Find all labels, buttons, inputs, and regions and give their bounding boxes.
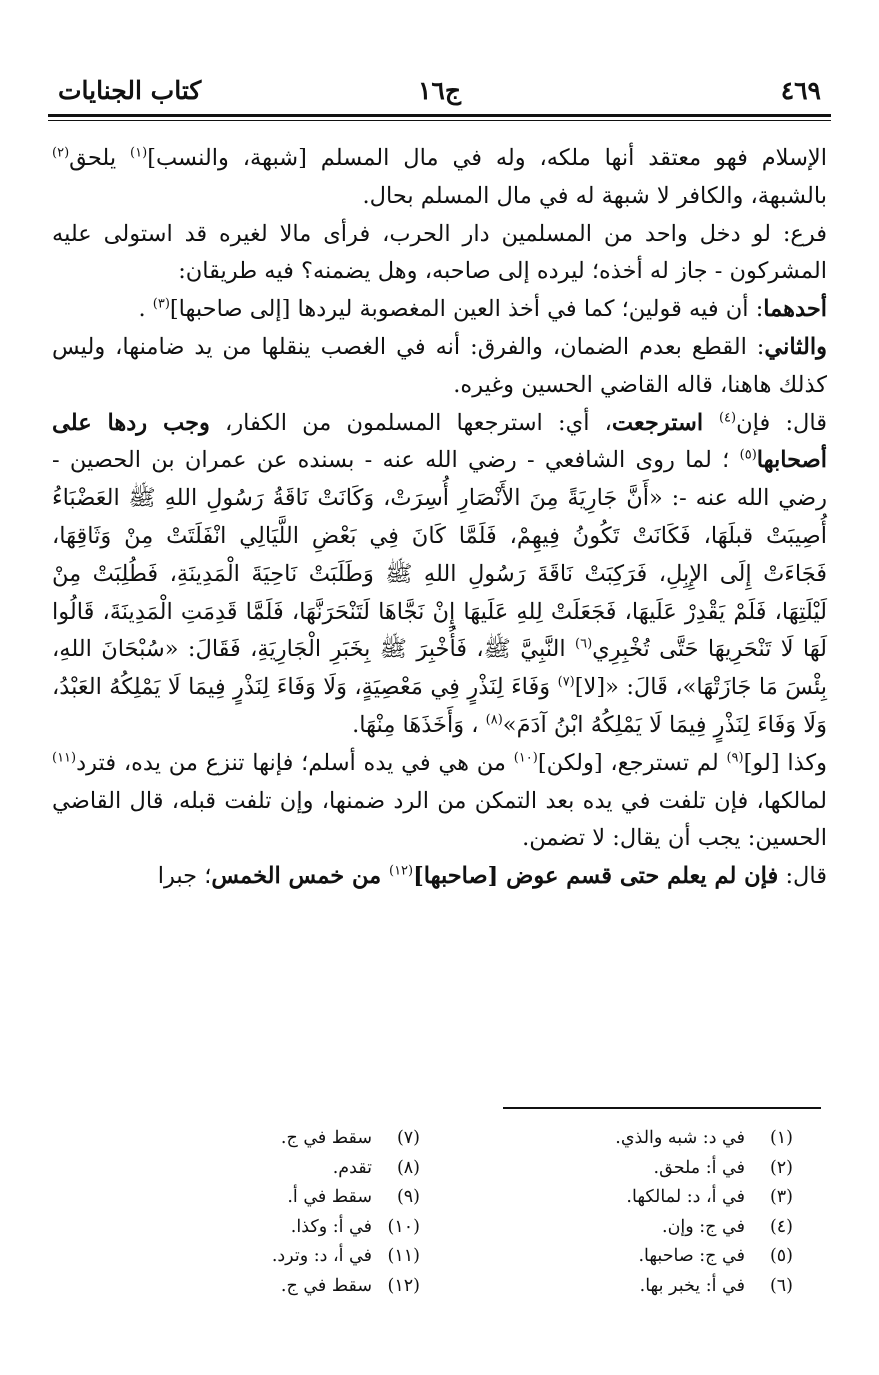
footnote-number: (٥) xyxy=(769,1246,793,1266)
footnote-ref: (٢) xyxy=(52,145,70,161)
footnote-ref: (٤) xyxy=(718,410,737,426)
footnote-item xyxy=(90,1242,420,1272)
footnote-number: (١٢) xyxy=(387,1275,420,1296)
footnote-ref: (٩) xyxy=(726,750,744,766)
text-run: : القطع بعدم الضمان، والفرق: أنه في الغصب ينقلها من يد ضامنها، وليس كذلك هاهنا، قاله القاضي الحسين وغيره. xyxy=(52,333,827,398)
footnote-item xyxy=(90,1183,420,1213)
footnote-number: (٤) xyxy=(769,1216,793,1237)
footnote-ref: (٥) xyxy=(739,447,757,463)
header-rule-thin xyxy=(48,120,831,121)
text-run: بالشبهة، والكافر لا شبهة له في مال المسلم بحال. xyxy=(362,182,827,209)
footnote-ref: (٣) xyxy=(152,296,170,312)
footnote-item xyxy=(90,1154,420,1184)
text-run: وَفَاءَ لِنَذْرٍ فِي مَعْصِيَةٍ، وَلَا وَفَاءَ لِنَذْرٍ فِيمَا لَا يَمْلِكُهُ العَبْدُ، وَلَا وَفَاءَ لِنَذْرٍ فِيمَا لَا يَمْلِكُهُ ابْنُ آدَمَ» xyxy=(52,674,827,738)
footnote-item xyxy=(463,1183,793,1213)
footnote-text: سقط في أ. xyxy=(287,1187,372,1207)
footnote-ref: (٨) xyxy=(485,712,503,728)
text-run: وكذا [لو] xyxy=(743,749,827,776)
footnote-item xyxy=(463,1124,793,1154)
footnote-ref: (٧) xyxy=(557,674,575,690)
footnote-text: في أ: وكذا. xyxy=(290,1216,372,1237)
footnote-text: في أ: يخبر بها. xyxy=(639,1275,745,1296)
footnote-number: (١) xyxy=(769,1128,793,1148)
footnote-number: (٣) xyxy=(769,1187,793,1207)
footnote-item xyxy=(463,1213,793,1243)
text-run: يلحق xyxy=(69,145,131,171)
text-run: ، أي: استرجعها المسلمون من الكفار، xyxy=(209,409,612,436)
text-run: لمالكها، فإن تلفت في يده بعد التمكن من الرد ضمنها، وإن تلفت قبله، قال القاضي الحسين: يجب أن يقال: لا تضمن. xyxy=(52,787,827,852)
footnote-text: في ج: صاحبها. xyxy=(638,1246,745,1266)
footnote-item xyxy=(90,1124,420,1154)
header-rule-thick xyxy=(48,114,831,117)
footnote-item xyxy=(463,1272,793,1302)
footnote-item xyxy=(463,1242,793,1272)
footnote-text: تقدم. xyxy=(332,1157,372,1178)
footnote-text: في ج: وإن. xyxy=(662,1216,745,1237)
text-run: . xyxy=(138,296,153,323)
footnote-text: في أ، د: لمالكها. xyxy=(626,1187,745,1207)
bold-text: استرجعت xyxy=(611,409,719,436)
bold-text: أحدهما xyxy=(763,296,827,323)
footnote-number: (١٠) xyxy=(387,1216,420,1237)
text-run: قال: xyxy=(778,863,827,890)
footnote-column-right xyxy=(463,1124,793,1301)
footnote-ref: (١) xyxy=(130,145,148,161)
footnote-item xyxy=(463,1154,793,1184)
text-run: من هي في يده أسلم؛ فإنها تنزع من يده، فترد xyxy=(76,749,514,776)
footnote-ref: (١٠) xyxy=(513,750,538,766)
footnote-item xyxy=(90,1213,420,1243)
volume-label: ج١٦ xyxy=(418,76,461,105)
footnote-text: سقط في ج. xyxy=(280,1275,372,1296)
text-run: لم تسترجع، [ولكن] xyxy=(537,749,727,776)
paragraph xyxy=(52,858,827,896)
main-text xyxy=(52,140,827,896)
paragraph xyxy=(52,405,827,745)
footnote-column-left xyxy=(90,1124,420,1301)
bold-text: من خمس الخمس xyxy=(211,863,389,890)
footnotes xyxy=(90,1124,793,1301)
text-run: النَّبِيَّ ﷺ، فَأُخْبِرَ ﷺ بِخَبَرِ الْجَارِيَةِ، فَقَالَ: «سُبْحَانَ اللهِ، بِئْسَ مَا جَازَتْهَا»، قَالَ: «[لا] xyxy=(52,636,827,701)
footnote-separator xyxy=(503,1107,821,1109)
footnote-text: سقط في ج. xyxy=(280,1128,372,1148)
text-run: قال: فإن xyxy=(736,409,827,436)
footnote-item xyxy=(90,1272,420,1302)
footnote-text: في أ: ملحق. xyxy=(653,1157,745,1178)
text-run: ؛ جبرا xyxy=(157,863,212,890)
text-run: فرع: لو دخل واحد من المسلمين دار الحرب، فرأى مالا لغيره قد استولى عليه المشركون - جاز له أخذه؛ ليرده إلى صاحبه، وهل يضمنه؟ فيه طريقان: xyxy=(52,220,827,285)
bold-text: وجب ردها على أصحابها xyxy=(52,409,827,474)
running-header xyxy=(58,72,821,108)
bold-text: والثاني xyxy=(764,333,827,360)
text-run: ، وَأَخَذَهَا مِنْهَا. xyxy=(352,711,486,738)
footnote-ref: (٦) xyxy=(575,636,593,652)
book-title: كتاب الجنايات xyxy=(58,76,202,105)
text-run: الإسلام فهو معتقد أنها ملكه، وله في مال المسلم [شبهة، والنسب] xyxy=(147,145,828,171)
footnote-text: في أ، د: وترد. xyxy=(271,1246,372,1266)
footnote-number: (٧) xyxy=(396,1128,420,1148)
paragraph xyxy=(52,216,827,292)
footnote-number: (٩) xyxy=(396,1187,420,1207)
bold-text: فإن لم يعلم حتى قسم عوض [صاحبها] xyxy=(413,863,779,890)
paragraph xyxy=(52,745,827,858)
text-run: : أن فيه قولين؛ كما في أخذ العين المغصوبة ليردها [إلى صاحبها] xyxy=(169,296,764,323)
footnote-ref: (١١) xyxy=(52,750,77,766)
footnote-number: (١١) xyxy=(387,1246,420,1266)
footnote-number: (٢) xyxy=(769,1157,793,1178)
text-run: ؛ لما روى الشافعي - رضي الله عنه - بسنده عن عمران بن الحصين - رضي الله عنه -: «أَنَّ جَارِيَةً مِنَ الأَنْصَارِ أُسِرَتْ، وَكَانَتْ نَاقَةُ رَسُولِ اللهِ ﷺ العَضْبَاءُ أُصِيبَتْ قبلَهَا، فَكَانَتْ تَكُونُ فِيهِمْ، فَلَمَّا كَانَ فِي بَعْضِ اللَّيَالِي انْفَلَتَتْ مِنْ وَثَاقِهَا، فَجَاءَتْ إِلَى الإِبِلِ، فَرَكِبَتْ نَاقَةَ رَسُولِ اللهِ ﷺ وَطَلَبَتْ نَاحِيَةَ الْمَدِينَةِ، فَطُلِبَتْ مِنْ لَيْلَتِهَا، فَلَمْ يَقْدِرْ عَلَيهَا، فَجَعَلَتْ لِلهِ عَلَيهَا إِنْ نَجَّاهَا لَتَنْحَرَنَّهَا، فَلَمَّا قَدِمَتِ الْمَدِينَةَ، قَالُوا لَهَا لَا تَنْحَرِيهَا حَتَّى تُخْبِرِي xyxy=(52,447,827,663)
footnote-text: في د: شبه والذي. xyxy=(615,1128,745,1148)
footnote-number: (٦) xyxy=(769,1275,793,1296)
footnote-ref: (١٢) xyxy=(388,863,414,879)
footnote-number: (٨) xyxy=(396,1157,420,1178)
paragraph xyxy=(52,140,827,216)
paragraph xyxy=(52,291,827,329)
page-number: ٤٦٩ xyxy=(780,76,821,105)
paragraph xyxy=(52,329,827,405)
